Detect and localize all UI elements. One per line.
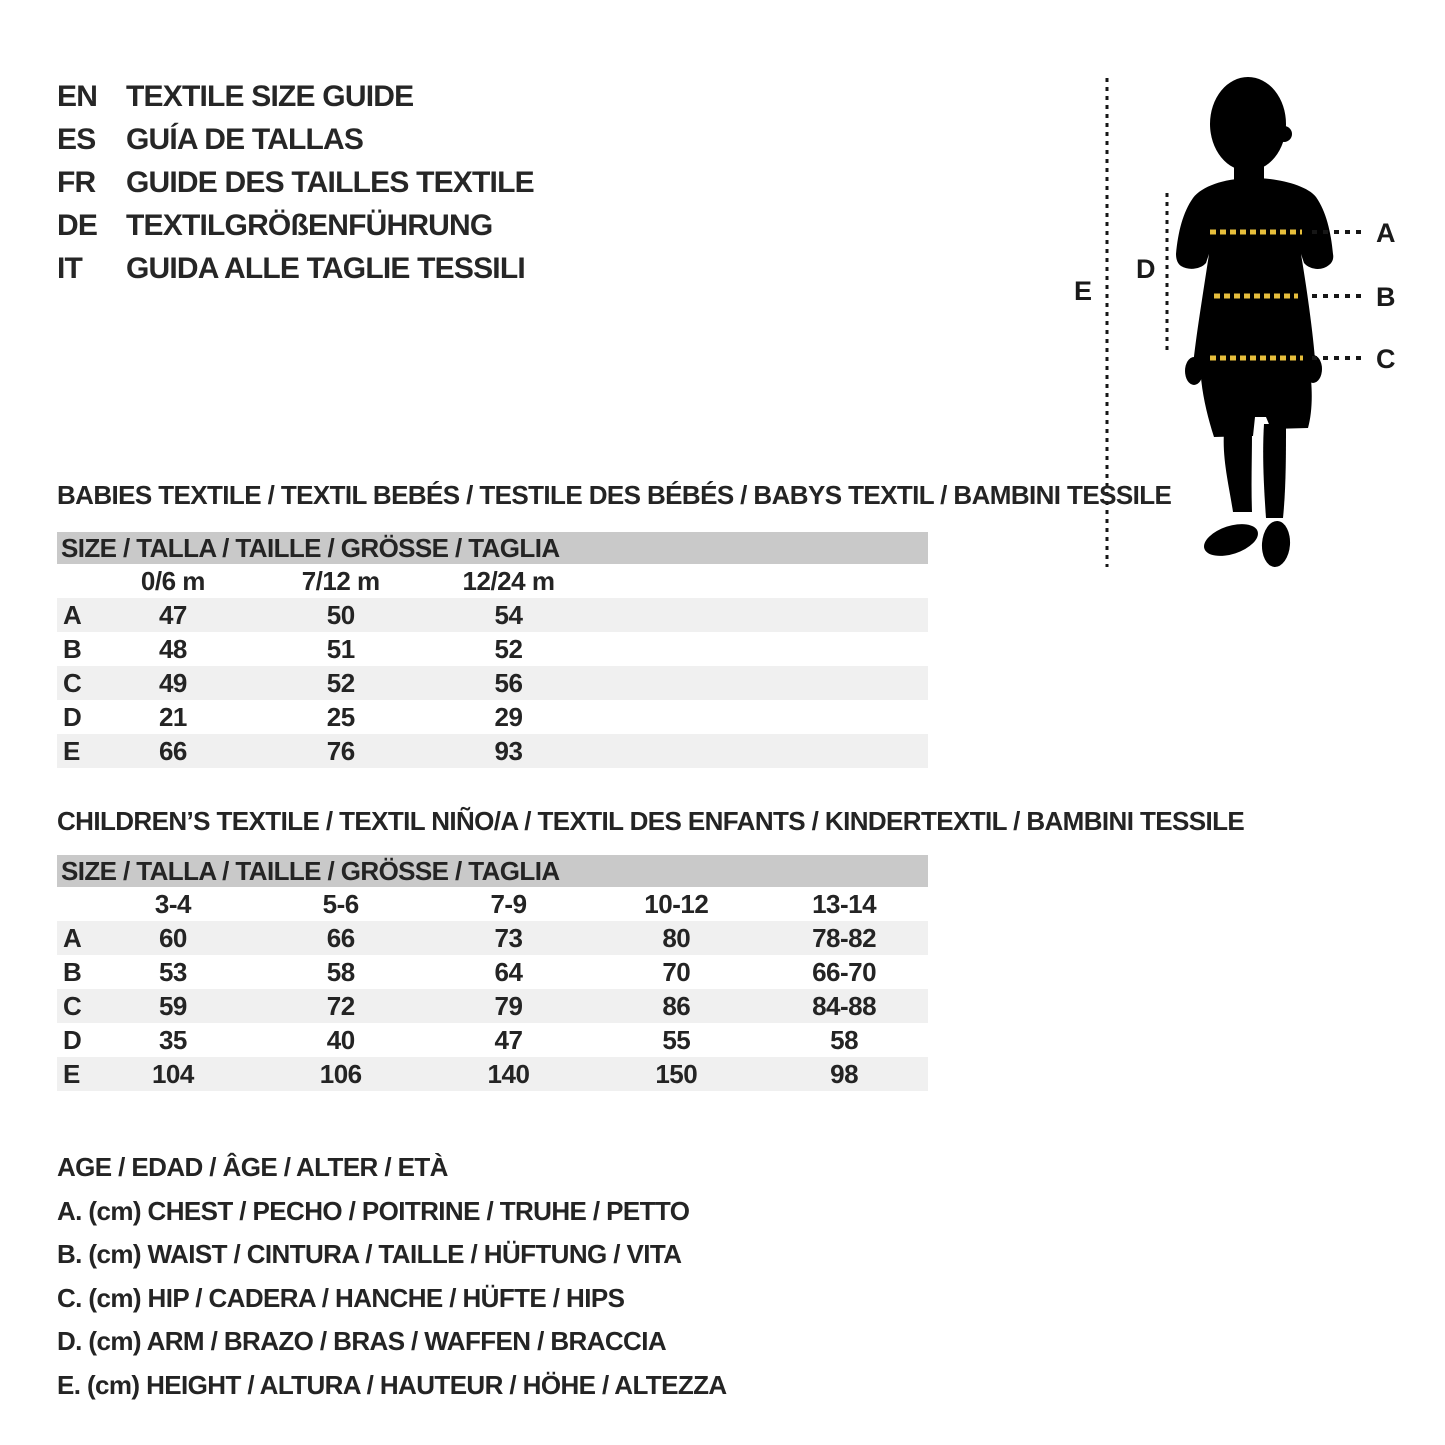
children-col-13-14: 13-14 [812,888,877,919]
table-row: D 21 25 29 [57,700,928,734]
guide-title-it: GUIDA ALLE TAGLIE TESSILI [126,251,525,285]
child-silhouette [1176,77,1333,568]
babies-col-7-12m: 7/12 m [301,565,380,596]
table-row: E 104 106 140 150 98 [57,1057,928,1091]
table-row: B 53 58 64 70 66-70 [57,955,928,989]
children-size-table [57,855,928,1091]
language-title-list [57,75,534,290]
babies-size-table [57,532,928,768]
children-section-title: CHILDREN’S TEXTILE / TEXTIL NIÑO/A / TEXTIL DES ENFANTS / KINDERTEXTIL / BAMBINI TESSILE [57,806,1245,836]
figure-label-c: C [1376,344,1396,374]
legend-height: E. (cm) HEIGHT / ALTURA / HAUTEUR / HÖHE / ALTEZZA [57,1369,727,1400]
row-label: D [63,1024,82,1055]
lang-code: EN [57,79,98,113]
row-label: B [63,633,82,664]
children-col-10-12: 10-12 [644,888,709,919]
babies-col-0-6m: 0/6 m [140,565,205,596]
row-label: C [63,667,82,698]
lang-code: ES [57,122,96,156]
babies-size-header-bar: SIZE / TALLA / TAILLE / GRÖSSE / TAGLIA [57,532,928,564]
table-row: B 48 51 52 [57,632,928,666]
row-label: E [63,1058,80,1089]
children-col-7-9: 7-9 [490,888,527,919]
legend-arm: D. (cm) ARM / BRAZO / BRAS / WAFFEN / BRACCIA [57,1326,667,1356]
children-col-3-4: 3-4 [154,888,191,919]
lang-row-fr [57,161,534,204]
children-col-5-6: 5-6 [322,888,359,919]
table-row: C 59 72 79 86 84-88 [57,989,928,1023]
guide-title-fr: GUIDE DES TAILLES TEXTILE [126,165,534,199]
table-row: D 35 40 47 55 58 [57,1023,928,1057]
babies-column-header-row [57,564,928,598]
legend-age: AGE / EDAD / ÂGE / ALTER / ETÀ [57,1152,448,1182]
table-row: C 49 52 56 [57,666,928,700]
legend-hip: C. (cm) HIP / CADERA / HANCHE / HÜFTE / HIPS [57,1282,625,1313]
guide-title-en: TEXTILE SIZE GUIDE [126,79,414,113]
lang-row-en [57,75,534,118]
arm-line-d [1136,193,1167,353]
children-size-header-bar: SIZE / TALLA / TAILLE / GRÖSSE / TAGLIA [57,855,928,887]
figure-label-d: D [1136,254,1156,284]
row-label: A [63,599,82,630]
lang-row-it [57,247,534,290]
guide-title-de: TEXTILGRÖßENFÜHRUNG [126,208,493,242]
legend-waist: B. (cm) WAIST / CINTURA / TAILLE / HÜFTUNG / VITA [57,1239,682,1269]
figure-label-a: A [1376,218,1396,248]
children-column-header-row [57,887,928,921]
row-label: A [63,922,82,953]
lang-row-es [57,118,534,161]
lang-code: FR [57,165,96,199]
row-label: B [63,956,82,987]
legend-chest: A. (cm) CHEST / PECHO / POITRINE / TRUHE / PETTO [57,1195,690,1226]
row-label: C [63,990,82,1021]
table-row: A 60 66 73 80 78-82 [57,921,928,955]
measurement-legend [57,1146,727,1407]
guide-title-es: GUÍA DE TALLAS [126,122,364,156]
row-label: E [63,735,80,766]
lang-code: IT [57,251,83,285]
table-row: E 66 76 93 [57,734,928,768]
babies-section-title: BABIES TEXTILE / TEXTIL BEBÉS / TESTILE DES BÉBÉS / BABYS TEXTIL / BAMBINI TESSILE [57,480,1172,510]
figure-label-e: E [1074,276,1093,306]
figure-label-b: B [1376,282,1396,312]
table-row: A 47 50 54 [57,598,928,632]
babies-col-12-24m: 12/24 m [462,565,555,596]
lang-row-de [57,204,534,247]
lang-code: DE [57,208,98,242]
row-label: D [63,701,82,732]
